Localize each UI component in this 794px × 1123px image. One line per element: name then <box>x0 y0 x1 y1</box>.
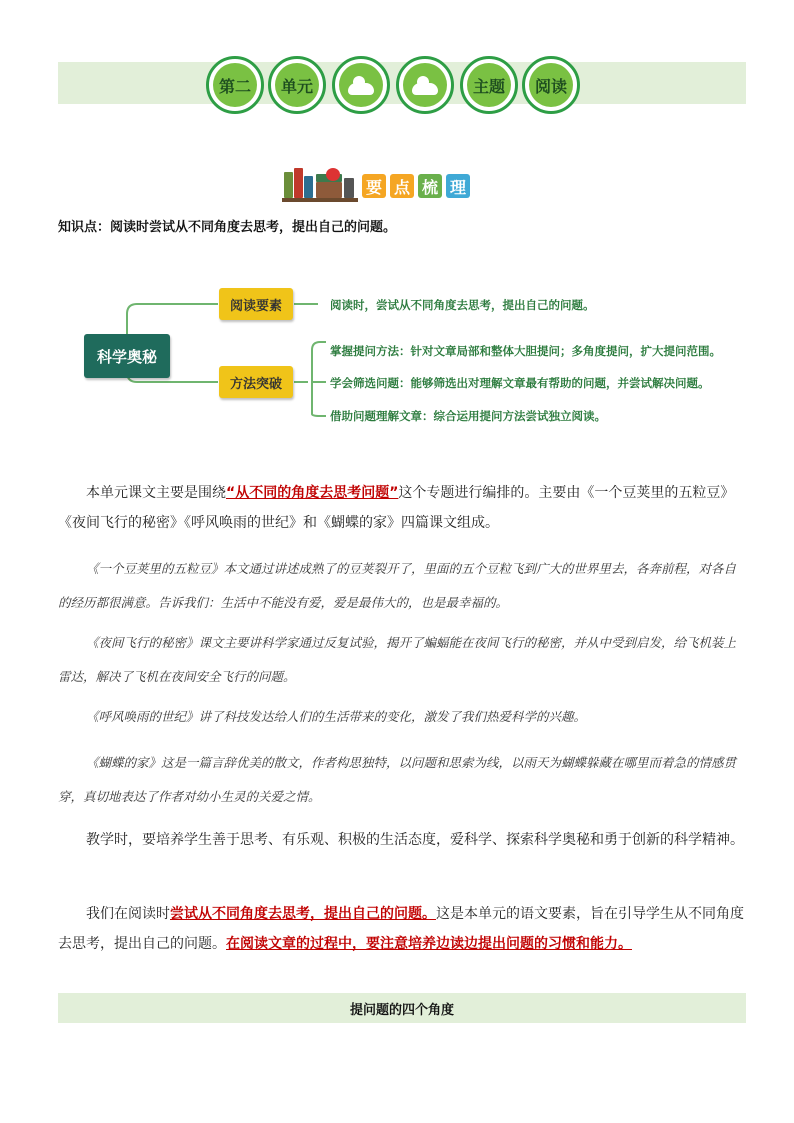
summary-paragraph: 《蝴蝶的家》这是一篇言辞优美的散文，作者构思独特，以问题和思索为线，以雨天为蝴蝶躲藏在哪里而着急的情感贯穿，真切地表达了作者对幼小生灵的关爱之情。 <box>58 755 737 804</box>
intro-text: 本单元课文主要是围绕 <box>86 485 226 501</box>
circle-label: 第二 <box>213 63 257 107</box>
knowledge-point: 知识点：阅读时尝试从不同角度去思考，提出自己的问题。 <box>58 220 397 235</box>
circle-label: 单元 <box>275 63 319 107</box>
section-title <box>282 164 470 202</box>
cloud-icon <box>412 83 438 95</box>
summary-paragraph: 《一个豆荚里的五粒豆》本文通过讲述成熟了的豆荚裂开了，里面的五个豆粒飞到广大的世界里去，各奔前程，对各自的经历都很满意。告诉我们：生活中不能没有爱，爱是最伟大的，也是最幸福的。 <box>58 561 737 610</box>
unit-circle <box>522 56 580 114</box>
reading-highlight: 尝试从不同角度去思考，提出自己的问题。 <box>170 906 436 922</box>
intro-text: 这个专题进行编排的。主要由《一个豆荚里的五粒豆》《夜间飞行的秘密》《呼风唤雨的世纪》和《蝴蝶的家》四篇课文组成。 <box>58 485 735 531</box>
mindmap-branch-methods: 方法突破 <box>219 366 293 398</box>
circle-label: 阅读 <box>529 63 573 107</box>
mindmap-root: 科学奥秘 <box>84 334 170 378</box>
unit-circle <box>268 56 326 114</box>
reading-highlight: 在阅读文章的过程中，要注意培养边读边提出问题的习惯和能力。 <box>226 936 632 952</box>
circle-inner <box>403 63 447 107</box>
mindmap-branch-elements: 阅读要素 <box>219 288 293 320</box>
title-tile: 要 <box>362 174 386 198</box>
cloud-icon-circle <box>332 56 390 114</box>
circle-inner <box>339 63 383 107</box>
intro-highlight: “从不同的角度去思考问题” <box>226 485 399 501</box>
unit-circle <box>460 56 518 114</box>
intro-paragraph <box>58 478 746 538</box>
mindmap-leaf: 借助问题理解文章：综合运用提问方法尝试独立阅读。 <box>330 409 606 423</box>
reading-paragraph <box>58 899 746 959</box>
cloud-icon <box>348 83 374 95</box>
mindmap-leaf: 学会筛选问题：能够筛选出对理解文章最有帮助的问题，并尝试解决问题。 <box>330 376 710 390</box>
summary-paragraph: 《夜间飞行的秘密》课文主要讲科学家通过反复试验，揭开了蝙蝠能在夜间飞行的秘密，并从中受到启发，给飞机装上雷达，解决了飞机在夜间安全飞行的问题。 <box>58 635 737 684</box>
section-heading: 提问题的四个角度 <box>58 993 746 1023</box>
cloud-icon-circle <box>396 56 454 114</box>
title-tile: 点 <box>390 174 414 198</box>
mindmap-leaf: 掌握提问方法：针对文章局部和整体大胆提问；多角度提问，扩大提问范围。 <box>330 344 721 358</box>
unit-circle <box>206 56 264 114</box>
mindmap-leaf: 阅读时，尝试从不同角度去思考，提出自己的问题。 <box>330 298 595 312</box>
circle-label: 主题 <box>467 63 511 107</box>
title-tile: 梳 <box>418 174 442 198</box>
reading-text: 我们在阅读时 <box>86 906 170 922</box>
title-tile: 理 <box>446 174 470 198</box>
books-shelf-icon <box>282 166 358 202</box>
teaching-paragraph: 教学时，要培养学生善于思考、有乐观、积极的生活态度，爱科学、探索科学奥秘和勇于创新的科学精神。 <box>86 832 744 848</box>
unit-title-circles <box>0 56 794 116</box>
summary-paragraph: 《呼风唤雨的世纪》讲了科技发达给人们的生活带来的变化，激发了我们热爱科学的兴趣。 <box>86 709 587 724</box>
reading-text: 这是本单元的语文要素，旨在引导学生从不同角度去思考，提出自己的问题。 <box>58 906 744 952</box>
